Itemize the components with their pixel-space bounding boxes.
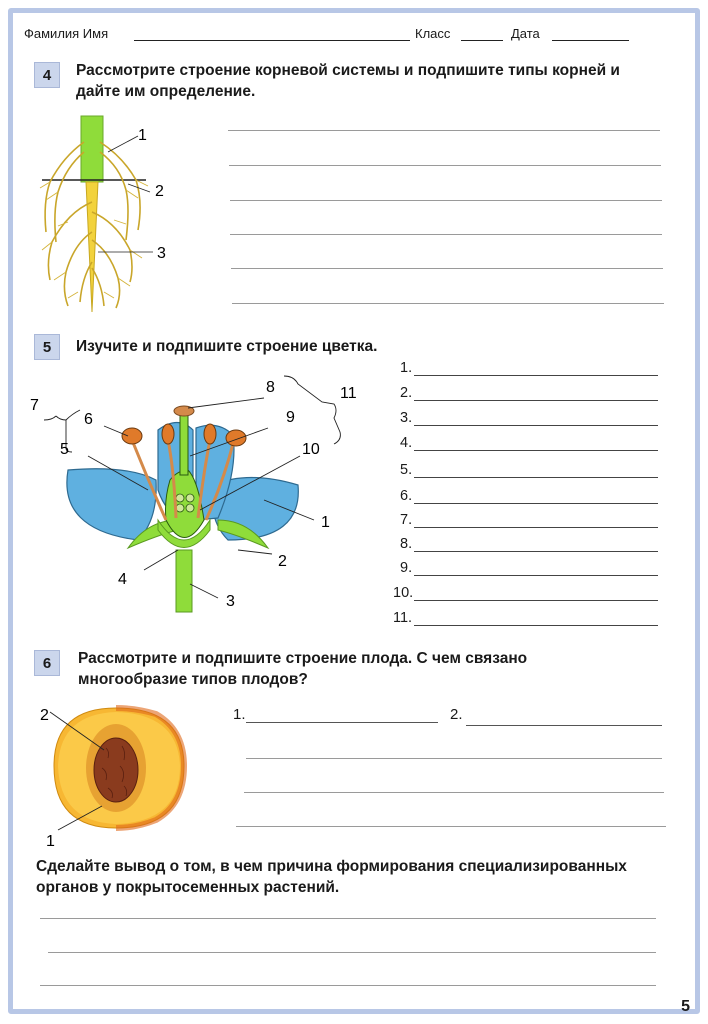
- flower-answer-line[interactable]: [414, 625, 658, 626]
- flower-label-8: 8: [266, 379, 275, 396]
- flower-label-3: 3: [226, 593, 235, 610]
- flower-answer-line[interactable]: [414, 575, 658, 576]
- class-label: Класс: [415, 26, 451, 41]
- fruit-answer-label-1: 1.: [233, 706, 246, 723]
- flower-answer-line[interactable]: [414, 425, 658, 426]
- task6-answer-line[interactable]: [244, 792, 664, 793]
- flower-label-4: 4: [118, 571, 127, 588]
- root-label-3: 3: [157, 245, 166, 262]
- flower-answer-label: 2.: [400, 385, 413, 401]
- root-system-figure: [38, 112, 188, 322]
- name-field[interactable]: [134, 40, 410, 41]
- fruit-answer-line[interactable]: [466, 725, 662, 726]
- flower-label-7: 7: [30, 397, 39, 414]
- task6-answer-line[interactable]: [246, 758, 662, 759]
- task6-number: 6: [34, 650, 60, 676]
- flower-answer-label: 6.: [400, 488, 413, 504]
- task4-answer-line[interactable]: [232, 303, 664, 304]
- fruit-label-1: 1: [46, 833, 55, 850]
- flower-answer-label: 11.: [393, 610, 413, 626]
- flower-label-5: 5: [60, 441, 69, 458]
- flower-answer-line[interactable]: [414, 400, 658, 401]
- flower-label-1: 1: [321, 514, 330, 531]
- fruit-answer-line[interactable]: [246, 722, 438, 723]
- flower-answer-label: 7.: [400, 512, 413, 528]
- flower-answer-label: 1.: [400, 360, 413, 376]
- task4-number: 4: [34, 62, 60, 88]
- page-number: 5: [681, 998, 690, 1015]
- task4-text: Рассмотрите строение корневой системы и подпишите типы корней и дайте им определение.: [76, 62, 620, 100]
- root-system-drawing: [40, 116, 153, 312]
- fruit-figure: [36, 700, 196, 850]
- task4-answer-line[interactable]: [230, 200, 662, 201]
- flower-label-11: 11: [340, 385, 357, 402]
- flower-answer-line[interactable]: [414, 551, 658, 552]
- flower-answer-label: 8.: [400, 536, 413, 552]
- flower-answer-line[interactable]: [414, 503, 658, 504]
- flower-answer-label: 4.: [400, 435, 413, 451]
- conclusion-answer-line[interactable]: [40, 985, 656, 986]
- class-field[interactable]: [461, 40, 503, 41]
- root-label-1: 1: [138, 127, 147, 144]
- flower-answer-label: 9.: [400, 560, 413, 576]
- flower-answer-label: 10.: [393, 585, 414, 601]
- task4-answer-line[interactable]: [229, 165, 661, 166]
- fruit-answer-label-2: 2.: [450, 706, 463, 723]
- task4-answer-line[interactable]: [231, 268, 663, 269]
- flower-label-2: 2: [278, 553, 287, 570]
- flower-answer-line[interactable]: [414, 375, 658, 376]
- flower-label-9: 9: [286, 409, 295, 426]
- flower-answer-line[interactable]: [414, 527, 658, 528]
- flower-answer-label: 3.: [400, 410, 413, 426]
- task4-answer-line[interactable]: [230, 234, 662, 235]
- flower-label-6: 6: [84, 411, 93, 428]
- flower-drawing: [67, 406, 298, 612]
- conclusion-text: Сделайте вывод о том, в чем причина формирования специализированных органов у покрытосеменных растений.: [36, 858, 627, 896]
- task4-answer-line[interactable]: [228, 130, 660, 131]
- flower-figure: [28, 370, 378, 620]
- flower-answer-line[interactable]: [414, 450, 658, 451]
- task6-answer-line[interactable]: [236, 826, 666, 827]
- task6-text: Рассмотрите и подпишите строение плода. С чем связано многообразие типов плодов?: [78, 650, 528, 688]
- flower-answer-line[interactable]: [414, 477, 658, 478]
- fruit-label-2: 2: [40, 707, 49, 724]
- flower-answer-label: 5.: [400, 462, 413, 478]
- task5-number: 5: [34, 334, 60, 360]
- task5-text: Изучите и подпишите строение цветка.: [76, 338, 378, 355]
- date-label: Дата: [511, 26, 540, 41]
- date-field[interactable]: [552, 40, 629, 41]
- flower-label-10: 10: [302, 441, 320, 458]
- root-label-2: 2: [155, 183, 164, 200]
- peach-drawing: [50, 708, 184, 830]
- name-label: Фамилия Имя: [24, 26, 109, 41]
- conclusion-answer-line[interactable]: [40, 918, 656, 919]
- conclusion-answer-line[interactable]: [48, 952, 656, 953]
- flower-answer-line[interactable]: [414, 600, 658, 601]
